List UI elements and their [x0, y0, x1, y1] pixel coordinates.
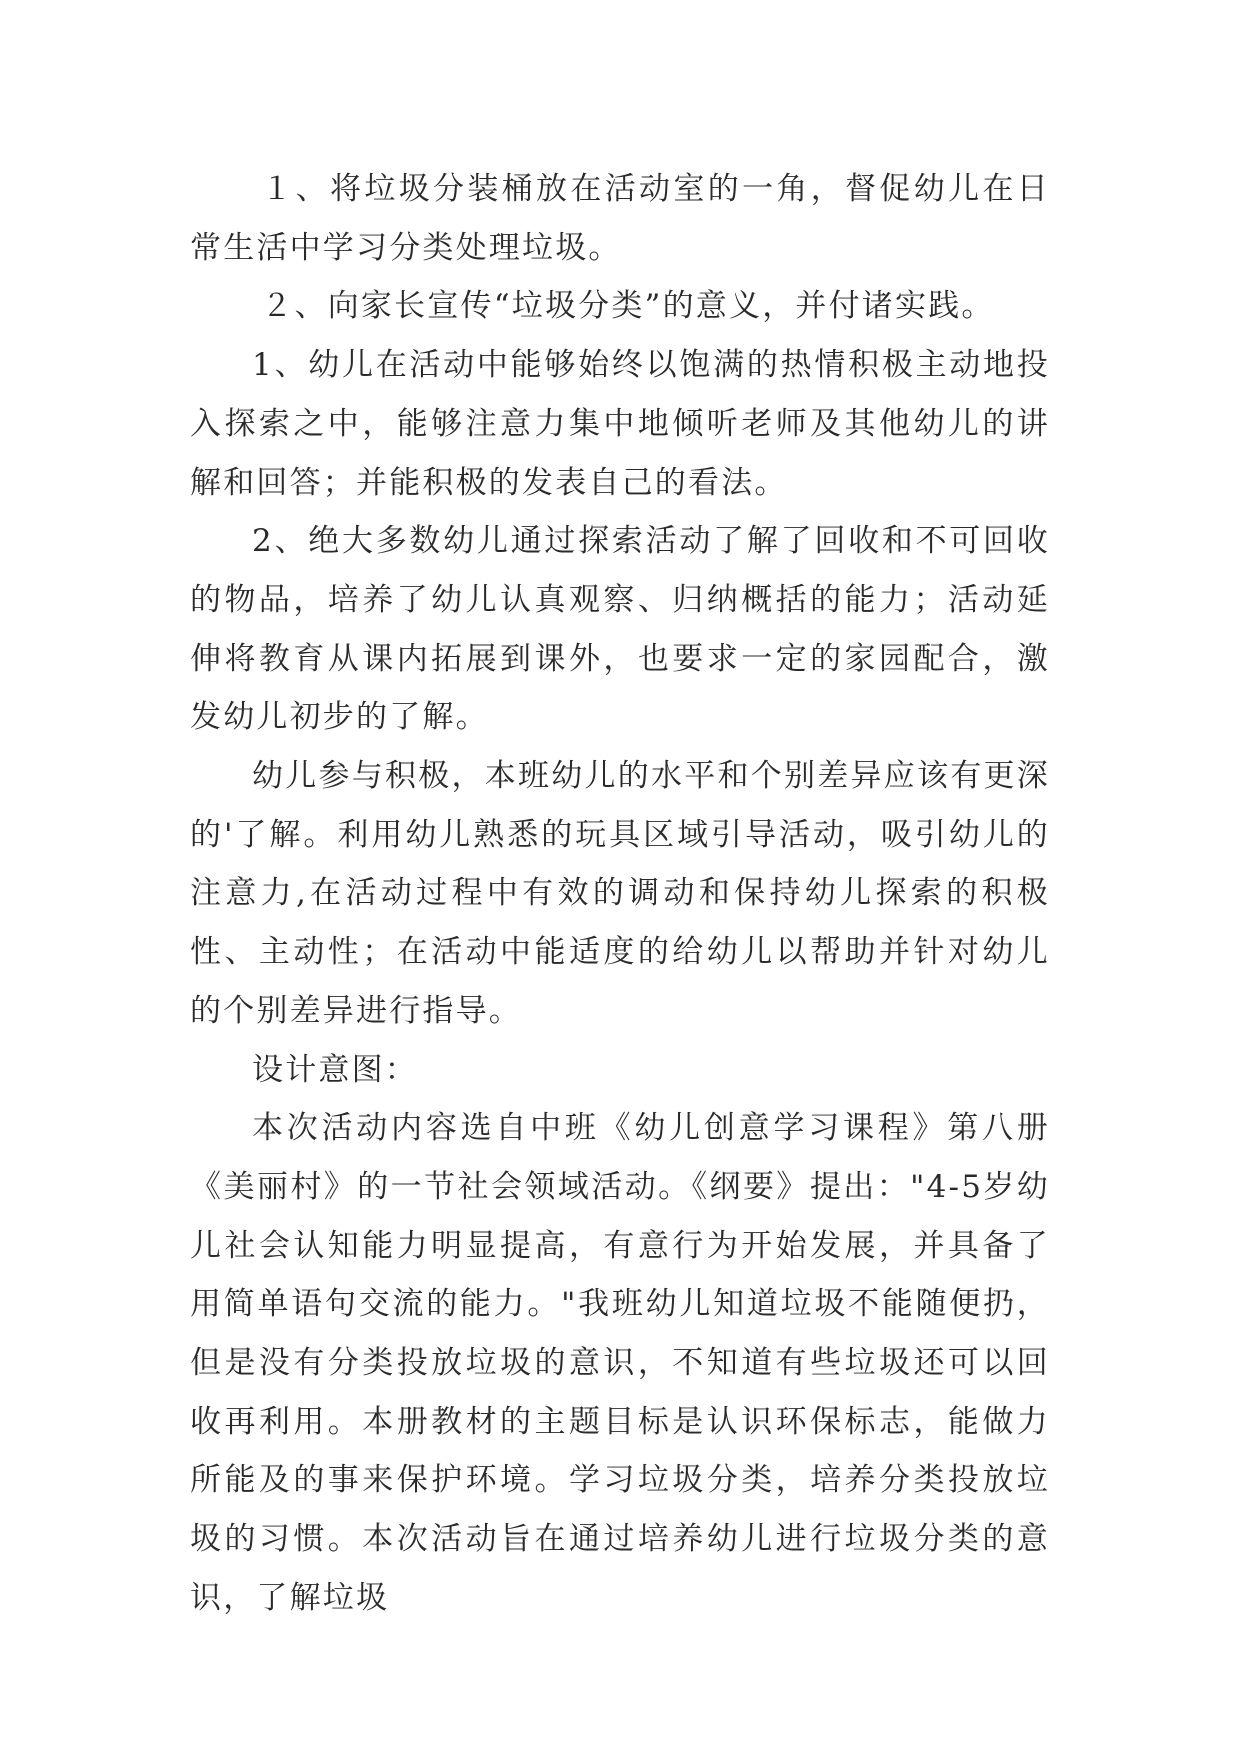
paragraph-extension-1: １、将垃圾分装桶放在活动室的一角，督促幼儿在日常生活中学习分类处理垃圾。 [190, 171, 1050, 266]
paragraph-reflection-1: 1、幼儿在活动中能够始终以饱满的热情积极主动地投入探索之中，能够注意力集中地倾听老师及其他幼儿的讲解和回答；并能积极的发表自己的看法。 [190, 347, 1050, 501]
paragraph-reflection-2: 2、绝大多数幼儿通过探索活动了解了回收和不可回收的物品，培养了幼儿认真观察、归纳概括的能力；活动延伸将教育从课内拓展到课外，也要求一定的家园配合，激发幼儿初步的了解。 [190, 523, 1050, 736]
paragraph-reflection-3: 幼儿参与积极，本班幼儿的水平和个别差异应该有更深的'了解。利用幼儿熟悉的玩具区域引导活动，吸引幼儿的注意力,在活动过程中有效的调动和保持幼儿探索的积极性、主动性；在活动中能适度的给幼儿以帮助并针对幼儿的个别差异进行指导。 [190, 758, 1050, 1029]
section-heading-design-intent: 设计意图： [252, 1051, 418, 1088]
paragraph-design-intent: 本次活动内容选自中班《幼儿创意学习课程》第八册《美丽村》的一节社会领域活动。《纲要》提出："4-5岁幼儿社会认知能力明显提高，有意行为开始发展，并具备了用简单语句交流的能力。"我班幼儿知道垃圾不能随便扔，但是没有分类投放垃圾的意识，不知道有些垃圾还可以回收再利用。本册教材的主题目标是认识环保标志，能做力所能及的事来保护环境。学习垃圾分类，培养分类投放垃圾的习惯。本次活动旨在通过培养幼儿进行垃圾分类的意识，了解垃圾 [190, 1110, 1050, 1616]
paragraph-extension-2: ２、向家长宣传“垃圾分类”的意义，并付诸实践。 [261, 288, 995, 325]
document-body [190, 160, 1050, 1628]
